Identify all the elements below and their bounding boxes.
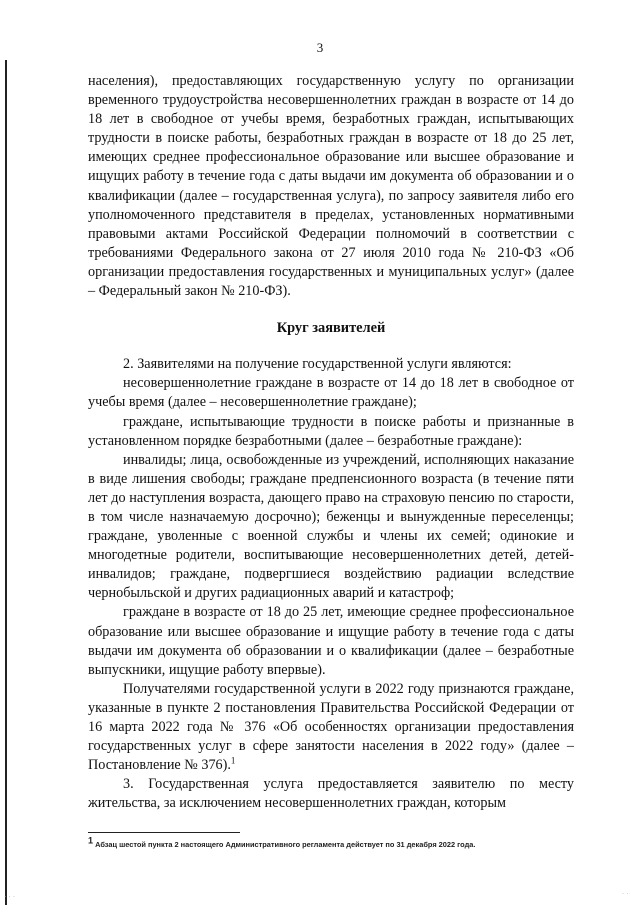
document-body: [88, 72, 574, 813]
footnote: [88, 835, 578, 849]
scan-artifact: · · ·: [4, 893, 16, 901]
footnote-marker: 1: [88, 835, 94, 846]
scan-edge-line: [5, 60, 7, 905]
opening-paragraph: населения), предоставляющих государственную услугу по организации временного трудоустройства несовершеннолетних граждан в возрасте от 14 до 18 лет в свободное от учебы время, безработных граждан, испытывающих трудности в поиске работы, безработных граждан в возрасте от 18 до 25 лет, имеющих среднее профессиональное образование или высшее образование и ищущих работу в течение года с даты выдачи им документа об образовании и о квалификации (далее – государственная услуга), по запросу заявителя либо его уполномоченного представителя в пределах, установленных нормативными правовыми актами Российской Федерации полномочий в соответствии с требованиями Федерального закона от 27 июля 2010 года № 210-ФЗ «Об организации предоставления государственных и муниципальных услуг» (далее – Федеральный закон № 210-ФЗ).: [88, 73, 574, 300]
paragraph: граждане в возрасте от 18 до 25 лет, имеющие среднее профессиональное образование или высшее образование и ищущие работу в течение года с даты выдачи им документа об образовании и о квалификации (далее – безработные выпускники, ищущие работу впервые).: [88, 604, 574, 678]
paragraph: 2. Заявителями на получение государственной услуги являются:: [123, 356, 512, 373]
paragraph: 3. Государственная услуга предоставляется заявителю по месту жительства, за исключением несовершеннолетних граждан, которым: [88, 776, 574, 812]
footnote-divider: [88, 832, 240, 833]
paragraph: несовершеннолетние граждане в возрасте от 14 до 18 лет в свободное от учебы время (далее – несовершеннолетние граждане);: [88, 375, 574, 411]
footnote-text: Абзац шестой пункта 2 настоящего Административного регламента действует по 31 декабря 2022 года.: [95, 840, 476, 849]
page-number: 3: [316, 40, 324, 55]
scan-artifact: · ·: [622, 890, 629, 898]
paragraph: инвалиды; лица, освобожденные из учреждений, исполняющих наказание в виде лишения свободы; граждане предпенсионного возраста (в течение пяти лет до наступления возраста, дающего право на страховую пенсию по старости, в том числе назначаемую досрочно); беженцы и вынужденные переселенцы; граждане, уволенные с военной службы и члены их семей; одинокие и многодетные родители, воспитывающие несовершеннолетних детей, детей-инвалидов; граждане, подвергшиеся воздействию радиации вследствие чернобыльской и других радиационных аварий и катастроф;: [88, 451, 574, 602]
section-heading: Круг заявителей: [276, 320, 386, 337]
paragraph: граждане, испытывающие трудности в поиске работы и признанные в установленном порядке безработными (далее – безработные граждане):: [88, 413, 574, 449]
footnote-reference: 1: [230, 755, 236, 766]
paragraph-text: Получателями государственной услуги в 2022 году признаются граждане, указанные в пункте 2 постановления Правительства Российской Федерации от 16 марта 2022 года № 376 «Об особенностях организации предоставления государственных услуг в сфере занятости населения в 2022 году» (далее – Постановление № 376).: [88, 680, 574, 774]
paragraph-with-footnote: [88, 680, 574, 775]
